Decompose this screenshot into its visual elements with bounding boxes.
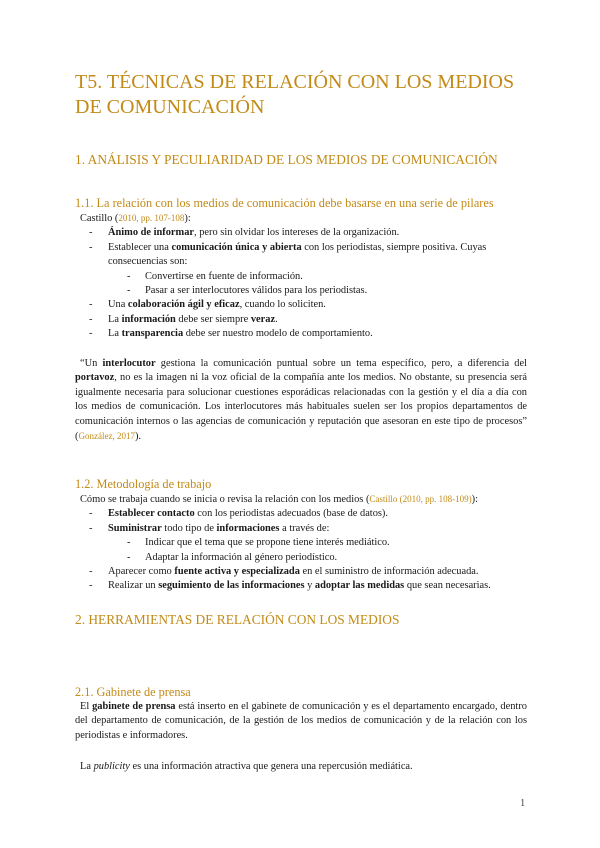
subsection-1-2-body (75, 492, 527, 594)
list-item: - Indicar que el tema que se propone tiene interés mediático. (75, 536, 527, 550)
information-list (108, 536, 527, 565)
page-number: 1 (520, 798, 526, 809)
citation: 2010, pp. 107-108 (118, 213, 185, 223)
interlocutor-quote: “Un interlocutor gestiona la comunicación puntual sobre un tema específico, pero, a diferencia del portavoz, no es la imagen ni la voz oficial de la compañía ante los medios. No obstante, su presencia será igualmente necesaria para solucionar cuestiones esporádicas relacionadas con la gestión y el día a día con los medios de comunicación. Los interlocutores más habituales suelen ser los propios departamentos de comunicación internos o las agencias de comunicación y reputación que asesoran en este tipo de procesos” (González, 2017). (75, 358, 527, 443)
list-item: - Ánimo de informar, pero sin olvidar los intereses de la organización. (75, 226, 527, 240)
press-office-paragraph: El gabinete de prensa está inserto en el gabinete de comunicación y es el departamento encargado, dentro del departamento de comunicación, de la gestión de los medios de comunicación y de la relación con los periodistas e informadores. (75, 701, 527, 741)
list-item: - Suministrar todo tipo de informaciones a través de: - Indicar que el tema que se propone tiene interés mediático. - Adaptar la información al género periodístico. (75, 522, 527, 565)
subsection-1-1-heading: 1.1. La relación con los medios de comunicación debe basarse en una serie de pilares (75, 196, 494, 210)
list-item: - La información debe ser siempre veraz. (75, 313, 527, 327)
list-item: - Realizar un seguimiento de las informaciones y adoptar las medidas que sean necesarias. (75, 579, 527, 593)
citation: González, 2017 (78, 431, 135, 442)
list-item: - Establecer una comunicación única y abierta con los periodistas, siempre positiva. Cuyas consecuencias son: - Convertirse en fuente de información. - Pasar a ser interlocutores válidos para los periodistas. (75, 241, 527, 299)
publicity-paragraph: La publicity es una información atractiva que genera una repercusión mediática. (80, 761, 413, 772)
list-item: - Una colaboración ágil y eficaz, cuando lo soliciten. (75, 298, 527, 312)
list-item: - Adaptar la información al género periodístico. (75, 551, 527, 565)
subsection-1-1-body (75, 211, 527, 342)
document-title: T5. TÉCNICAS DE RELACIÓN CON LOS MEDIOS DE COMUNICACIÓN (75, 71, 515, 118)
subsection-2-1-heading: 2.1. Gabinete de prensa (75, 685, 191, 699)
section-1-heading: 1. ANÁLISIS Y PECULIARIDAD DE LOS MEDIOS DE COMUNICACIÓN (75, 152, 498, 167)
pillars-list (75, 226, 527, 341)
section-2-heading: 2. HERRAMIENTAS DE RELACIÓN CON LOS MEDIOS (75, 612, 400, 627)
list-item: - Aparecer como fuente activa y especializada en el suministro de información adecuada. (75, 565, 527, 579)
methodology-list (75, 507, 527, 593)
citation: Castillo (2010, pp. 108-109) (369, 494, 472, 504)
subsection-1-1-intro: Castillo (2010, pp. 107-108): (80, 213, 191, 224)
consequences-list (108, 270, 527, 299)
list-item: - La transparencia debe ser nuestro modelo de comportamiento. (75, 327, 527, 341)
subsection-1-2-intro: Cómo se trabaja cuando se inicia o revisa la relación con los medios (Castillo (2010, pp. 108-109)): (80, 494, 479, 505)
list-item: - Convertirse en fuente de información. (75, 270, 527, 284)
subsection-1-2-heading: 1.2. Metodología de trabajo (75, 477, 212, 491)
list-item: - Pasar a ser interlocutores válidos para los periodistas. (75, 284, 527, 298)
list-item: - Establecer contacto con los periodistas adecuados (base de datos). (75, 507, 527, 521)
